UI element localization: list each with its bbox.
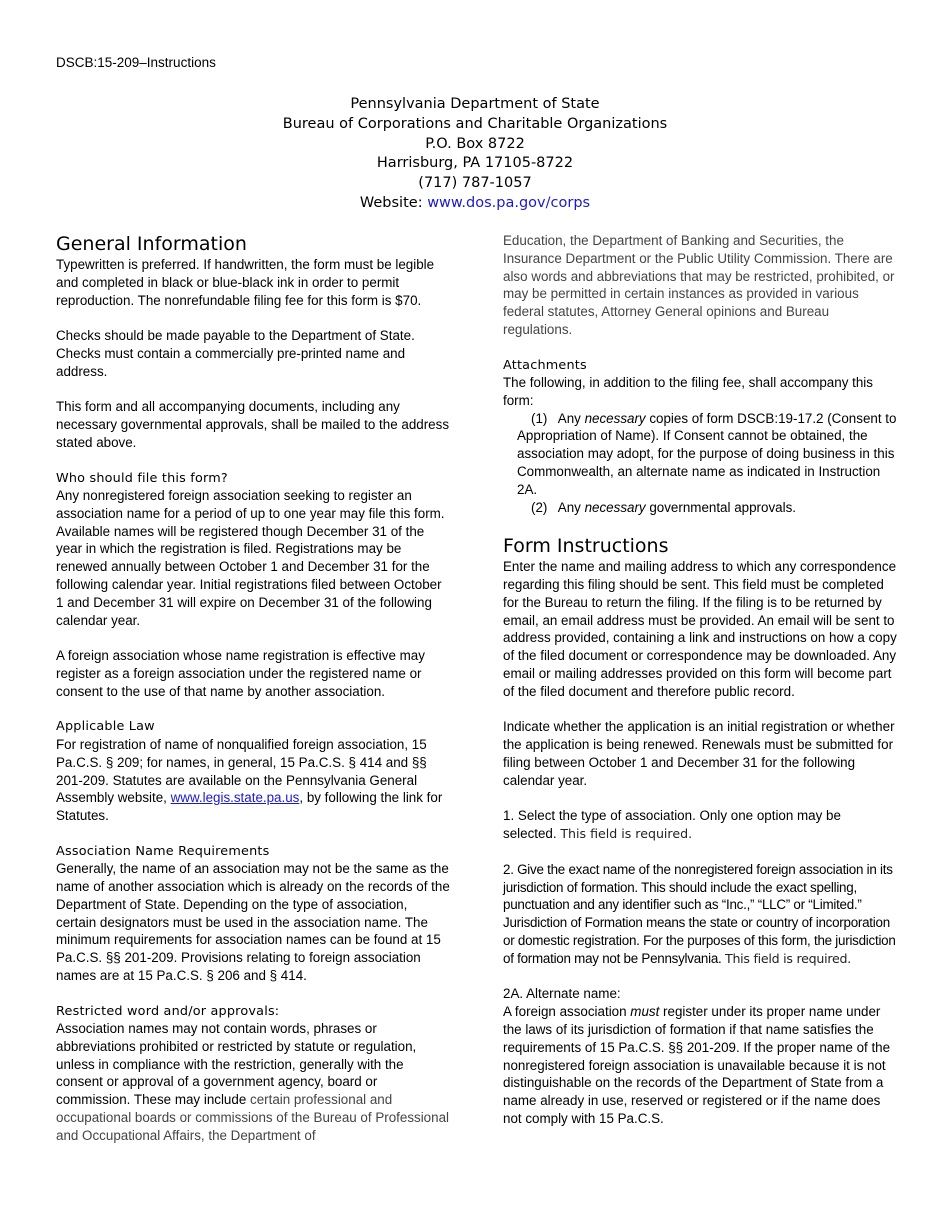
general-information-heading: General Information xyxy=(56,233,247,255)
attachment-item-1: (1) Any necessary copies of form DSCB:19-17.2 (Consent to Appropriation of Name). If Consent cannot be obtained, the association may adopt, for the purpose of doing business in this Commonwealth, an alternate name as indicated in Instruction 2A. xyxy=(517,410,897,497)
required-note: This field is required. xyxy=(725,950,851,966)
instruction-2a-text: A foreign association must register under its proper name under the laws of its jurisdiction of formation if that name satisfies the requirements of 15 Pa.C.S. §§ 201-209. If the proper name of the nonregistered foreign association is unavailable because it is not distinguishable on the records of the Department of State from a name already in use, reserved or registered or if the name does not comply with 15 Pa.C.S. xyxy=(503,1004,891,1126)
form-instructions-heading: Form Instructions xyxy=(503,535,669,558)
name-requirements-text: Generally, the name of an association may not be the same as the name of another association which is already on the records of the Department of State. Depending on the type of association, certain designators must be used in the association name. The minimum requirements for association names can be found at 15 Pa.C.S. §§ 201-209. Provisions relating to foreign association names are at 15 Pa.C.S. § 206 and § 414. xyxy=(56,861,450,983)
department-name: Pennsylvania Department of State xyxy=(350,96,600,112)
right-column xyxy=(503,232,898,1128)
required-note: This field is required. xyxy=(560,826,693,842)
attachments-heading: Attachments xyxy=(503,357,587,373)
restricted-words-text: Association names may not contain words, phrases or abbreviations prohibited or restricted by statute or regulation, unless in compliance with the restriction, generally with the consent or approval of a government agency, board or commission. These may include certain professional and occupational boards or commissions of the Bureau of Professional and Occupational Affairs, the Department of xyxy=(56,1021,450,1143)
agency-header xyxy=(0,95,950,214)
po-box: P.O. Box 8722 xyxy=(425,135,525,152)
name-requirements-heading: Association Name Requirements xyxy=(56,843,270,859)
city-address: Harrisburg, PA 17105-8722 xyxy=(376,155,574,172)
restricted-words-heading: Restricted word and/or approvals: xyxy=(56,1003,280,1019)
who-should-file-heading: Who should file this form? xyxy=(56,470,228,486)
phone-number: (717) 787-1057 xyxy=(418,175,532,192)
form-instructions-paragraph-1: Enter the name and mailing address to which any correspondence regarding this filing should be sent. This field must be completed for the Bureau to return the filing. If the filing is to be returned by email, an email address must be provided. An email will be sent to address provided, containing a link and instructions on how a copy of the filed document or correspondence may be downloaded. Any email or mailing addresses provided on this form will become part of the filed document and therefore public record. xyxy=(503,559,897,699)
bureau-name: Bureau of Corporations and Charitable Organizations xyxy=(282,115,668,132)
form-id: DSCB:15-209–Instructions xyxy=(56,55,216,70)
website-link[interactable]: www.dos.pa.gov/corps xyxy=(427,194,591,211)
general-paragraph-2: Checks should be made payable to the Department of State. Checks must contain a commercially pre-printed name and address. xyxy=(56,328,415,379)
who-paragraph-1: Any nonregistered foreign association seeking to register an association name for a period of up to one year may file this form. Available names will be registered though December 31 of the year in which the registration is filed. Registrations may be renewed annually between October 1 and December 31 for the following calendar year. Initial registrations filed between October 1 and December 31 will expire on December 31 of the following calendar year. xyxy=(56,488,445,628)
who-paragraph-2: A foreign association whose name registration is effective may register as a foreign association under the registered name or consent to the use of that name by another association. xyxy=(56,648,425,699)
applicable-law-heading: Applicable Law xyxy=(56,719,155,735)
left-column xyxy=(56,232,451,1145)
attachments-intro: The following, in addition to the filing fee, shall accompany this form: xyxy=(503,375,873,408)
attachment-item-2: (2) Any necessary governmental approvals. xyxy=(531,499,796,515)
applicable-law-text: For registration of name of nonqualified foreign association, 15 Pa.C.S. § 209; for names, in general, 15 Pa.C.S. § 414 and §§ 201-209. Statutes are available on the Pennsylvania General Assembly website, www.legis.state.pa.us, by following the link for Statutes. xyxy=(56,736,443,824)
instruction-1: 1. Select the type of association. Only one option may be selected. This field is required. xyxy=(503,808,841,842)
instruction-2: 2. Give the exact name of the nonregistered foreign association in its jurisdiction of formation. This should include the exact spelling, punctuation and any identifier such as “Inc.,” “LLC” or “Limited.” Jurisdiction of Formation means the state or country of incorporation or domestic registration. For the purposes of this form, the jurisdiction of formation may not be Pennsylvania. This field is required. xyxy=(503,861,896,966)
instruction-2a-heading: 2A. Alternate name: xyxy=(503,986,621,1002)
restricted-words-continued: Education, the Department of Banking and Securities, the Insurance Department or the Public Utility Commission. There are also words and abbreviations that may be restricted, prohibited, or may be permitted in certain instances as provided in various federal statutes, Attorney General opinions and Bureau regulations. xyxy=(503,233,895,337)
general-paragraph-3: This form and all accompanying documents, including any necessary governmental approvals, shall be mailed to the address stated above. xyxy=(56,399,450,450)
form-instructions-paragraph-2: Indicate whether the application is an initial registration or whether the application is being renewed. Renewals must be submitted for filing between October 1 and December 31 for the following calendar year. xyxy=(503,719,895,788)
website-line xyxy=(0,194,950,214)
general-paragraph-1: Typewritten is preferred. If handwritten, the form must be legible and completed in black or blue-black ink in order to permit reproduction. The nonrefundable filing fee for this form is $70. xyxy=(56,257,435,308)
website-label: Website: xyxy=(359,194,428,211)
legis-link[interactable]: www.legis.state.pa.us xyxy=(170,790,300,806)
